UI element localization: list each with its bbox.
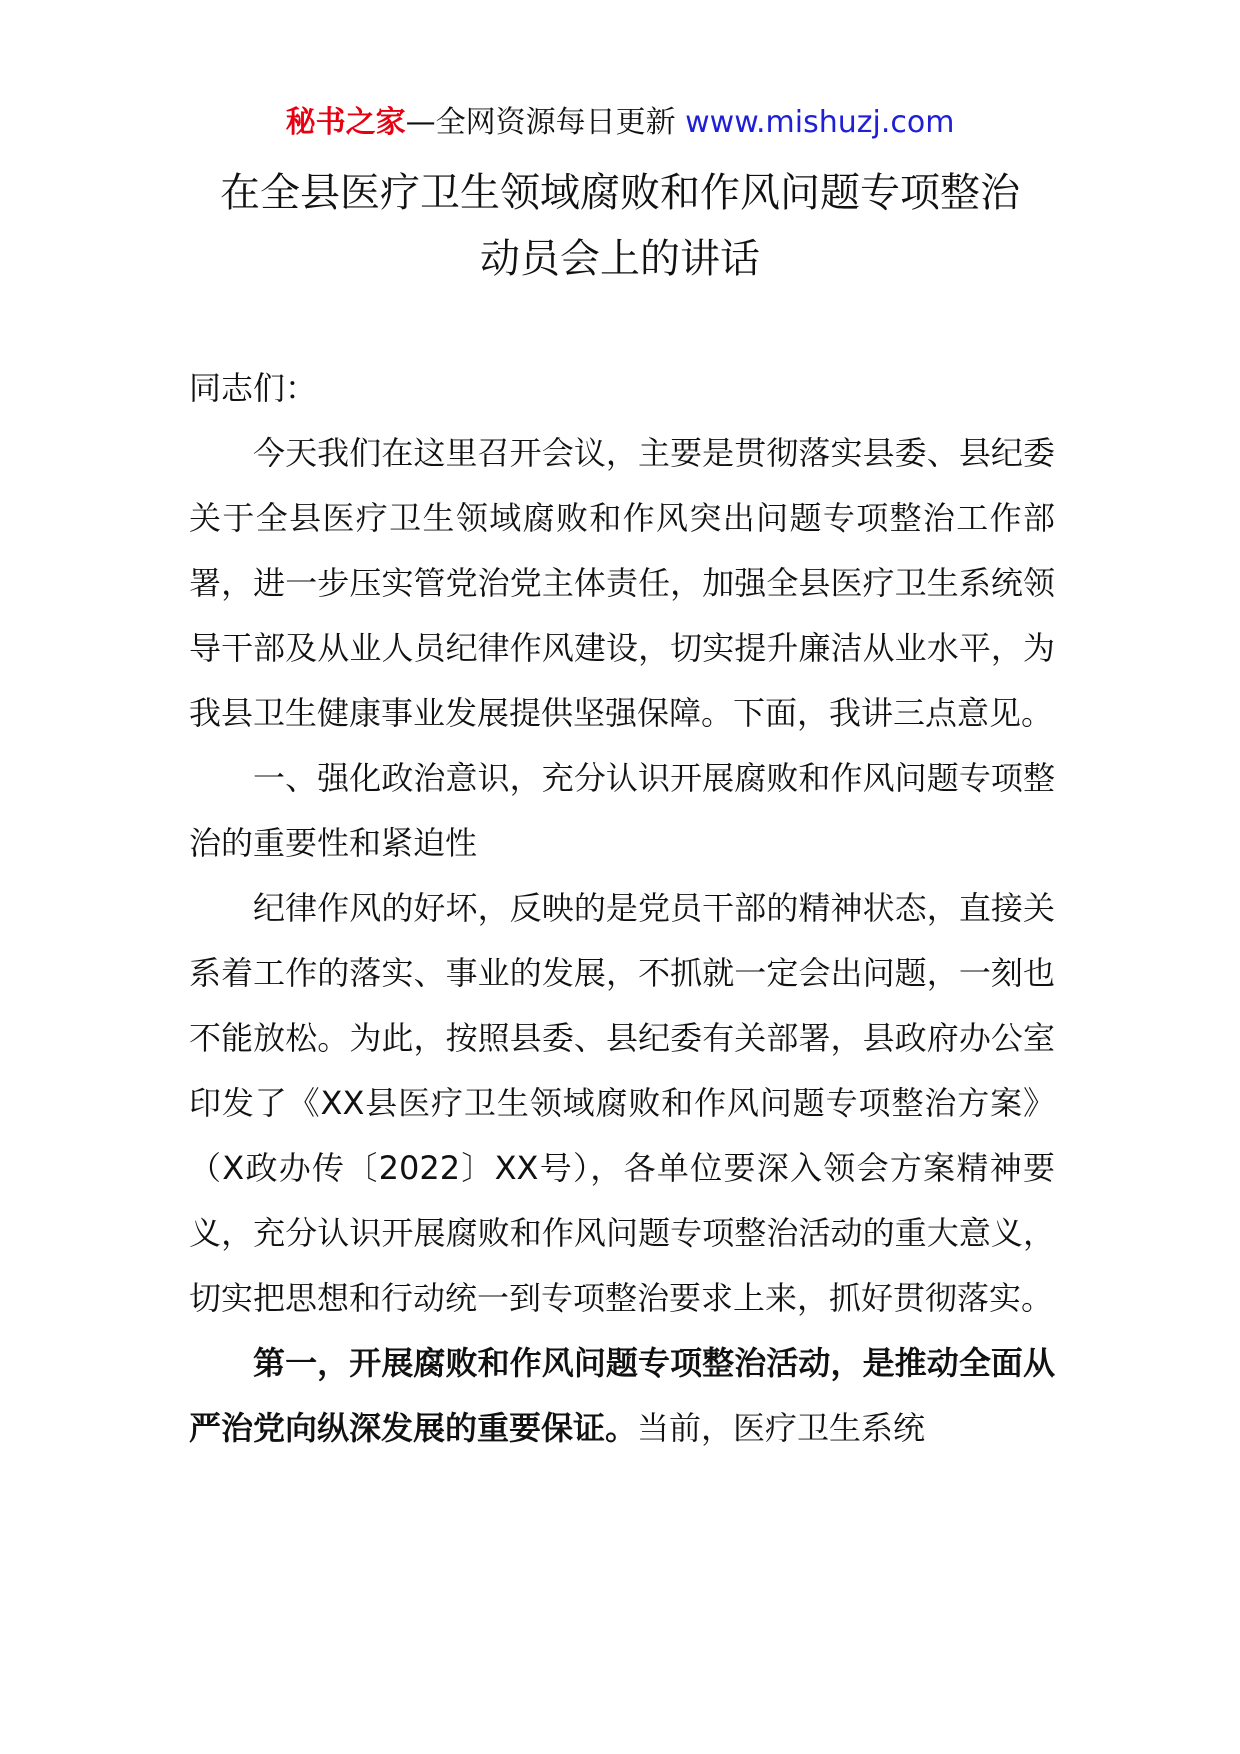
- site-header: [0, 100, 1240, 146]
- paragraph-first-point: [189, 1331, 1055, 1461]
- first-point-bold: 第一，开展腐败和作风问题专项整治活动，是推动全面从严治党向纵深发展的重要保证。: [189, 1344, 1055, 1447]
- header-slogan: —全网资源每日更新: [405, 105, 686, 140]
- section-heading-1: 一、强化政治意识，充分认识开展腐败和作风问题专项整治的重要性和紧迫性: [189, 759, 1055, 862]
- title-line-1: 在全县医疗卫生领域腐败和作风问题专项整治: [220, 170, 1020, 216]
- first-point-text: 当前，医疗卫生系统: [637, 1409, 926, 1447]
- title-line-2: 动员会上的讲话: [480, 236, 760, 282]
- paragraph-discipline: 纪律作风的好坏，反映的是党员干部的精神状态，直接关系着工作的落实、事业的发展，不抓就一定会出问题，一刻也不能放松。为此，按照县委、县纪委有关部署，县政府办公室印发了《XX县医疗卫生领域腐败和作风问题专项整治方案》（X政办传〔2022〕XX号），各单位要深入领会方案精神要义，充分认识开展腐败和作风问题专项整治活动的重大意义，切实把思想和行动统一到专项整治要求上来，抓好贯彻落实。: [189, 889, 1055, 1317]
- salutation: 同志们：: [189, 369, 318, 407]
- paragraph-intro: 今天我们在这里召开会议，主要是贯彻落实县委、县纪委关于全县医疗卫生领域腐败和作风突出问题专项整治工作部署，进一步压实管党治党主体责任，加强全县医疗卫生系统领导干部及从业人员纪律作风建设，切实提升廉洁从业水平，为我县卫生健康事业发展提供坚强保障。下面，我讲三点意见。: [189, 434, 1055, 732]
- document-body: [189, 356, 1055, 1461]
- site-url-link[interactable]: www.mishuzj.com: [685, 105, 955, 140]
- document-title: [150, 160, 1090, 292]
- brand-name: 秘书之家: [285, 105, 406, 140]
